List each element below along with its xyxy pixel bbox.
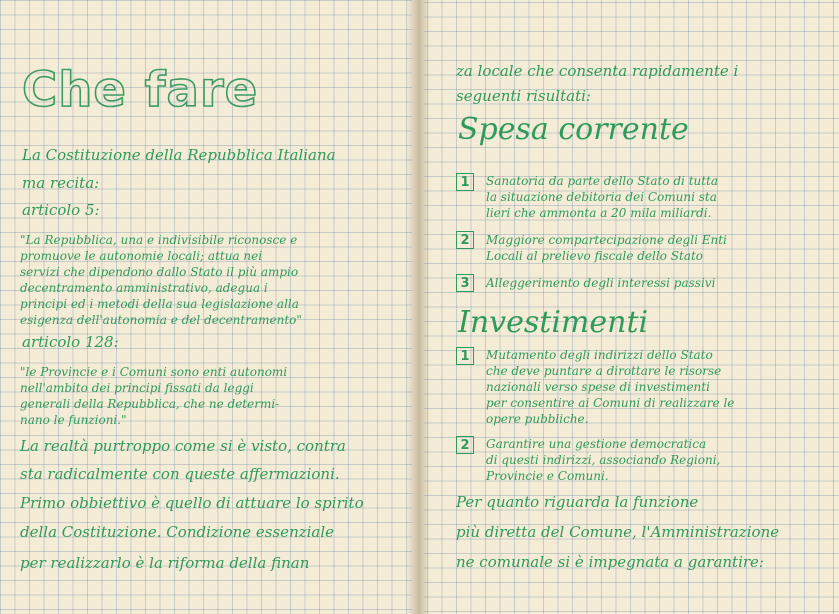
body-line: La realtà purtroppo come si è visto, contra <box>20 437 346 455</box>
article-5-line: "La Repubblica, una e indivisibile riconosce e <box>20 233 298 247</box>
item-number-box: 3 <box>456 274 474 292</box>
intro-line-1: La Costituzione della Repubblica Italiana <box>22 146 336 164</box>
item-number-box: 2 <box>456 231 474 249</box>
investimenti-item-line: Mutamento degli indirizzi dello Stato <box>486 348 713 362</box>
spesa-item-line: Sanatoria da parte dello Stato di tutta <box>486 174 719 188</box>
investimenti-item-line: di questi indirizzi, associando Regioni, <box>486 453 721 467</box>
investimenti-item-line: opere pubbliche. <box>486 412 589 426</box>
article-128-line: nano le funzioni." <box>20 413 127 427</box>
investimenti-item-line: che deve puntare a dirottare le risorse <box>486 364 722 378</box>
continuation-line: seguenti risultati: <box>456 87 591 105</box>
article-128-line: nell'ambito dei principi fissati da leggi <box>20 381 254 395</box>
body-line: Primo obbiettivo è quello di attuare lo spirito <box>20 494 364 512</box>
body-line: sta radicalmente con queste affermazioni. <box>20 465 340 483</box>
spesa-corrente-heading: Spesa corrente <box>458 112 689 147</box>
book-gutter <box>406 0 430 614</box>
spesa-item-line: la situazione debitoria dei Comuni sta <box>486 190 717 204</box>
article-128-line: "le Provincie e i Comuni sono enti autonomi <box>20 365 288 379</box>
page-title: Che fare <box>22 62 259 118</box>
article-5-label: articolo 5: <box>22 201 100 219</box>
spesa-item-line: Locali al prelievo fiscale dello Stato <box>486 249 704 263</box>
body-line: per realizzarlo è la riforma della finan <box>20 554 310 572</box>
investimenti-item-line: per consentire ai Comuni di realizzare le <box>486 396 735 410</box>
right-page <box>424 0 839 614</box>
item-number-box: 1 <box>456 347 474 365</box>
spesa-item-line: lieri che ammonta a 20 mila miliardi. <box>486 206 712 220</box>
closing-line: più diretta del Comune, l'Amministrazione <box>456 523 780 541</box>
left-page <box>0 0 412 614</box>
continuation-line: za locale che consenta rapidamente i <box>456 62 739 80</box>
intro-line-2: ma recita: <box>22 174 100 192</box>
investimenti-heading: Investimenti <box>458 305 649 340</box>
article-5-line: decentramento amministrativo, adegua i <box>20 281 268 295</box>
article-128-line: generali della Repubblica, che ne determi- <box>20 397 280 411</box>
article-5-line: esigenza dell'autonomia e del decentramento" <box>20 313 302 327</box>
article-5-line: promuove le autonomie locali; attua nei <box>20 249 263 263</box>
article-5-line: servizi che dipendono dallo Stato il più ampio <box>20 265 299 279</box>
investimenti-item-line: Garantire una gestione democratica <box>486 437 707 451</box>
article-128-label: articolo 128: <box>22 333 119 351</box>
spesa-item-line: Maggiore compartecipazione degli Enti <box>486 233 727 247</box>
investimenti-item-line: nazionali verso spese di investimenti <box>486 380 710 394</box>
closing-line: Per quanto riguarda la funzione <box>456 493 699 511</box>
body-line: della Costituzione. Condizione essenziale <box>20 523 335 541</box>
article-5-line: principi ed i metodi della sua legislazione alla <box>20 297 299 311</box>
item-number-box: 2 <box>456 436 474 454</box>
spesa-item-line: Alleggerimento degli interessi passivi <box>486 276 716 290</box>
investimenti-item-line: Provincie e Comuni. <box>486 469 609 483</box>
item-number-box: 1 <box>456 173 474 191</box>
closing-line: ne comunale si è impegnata a garantire: <box>456 553 764 571</box>
